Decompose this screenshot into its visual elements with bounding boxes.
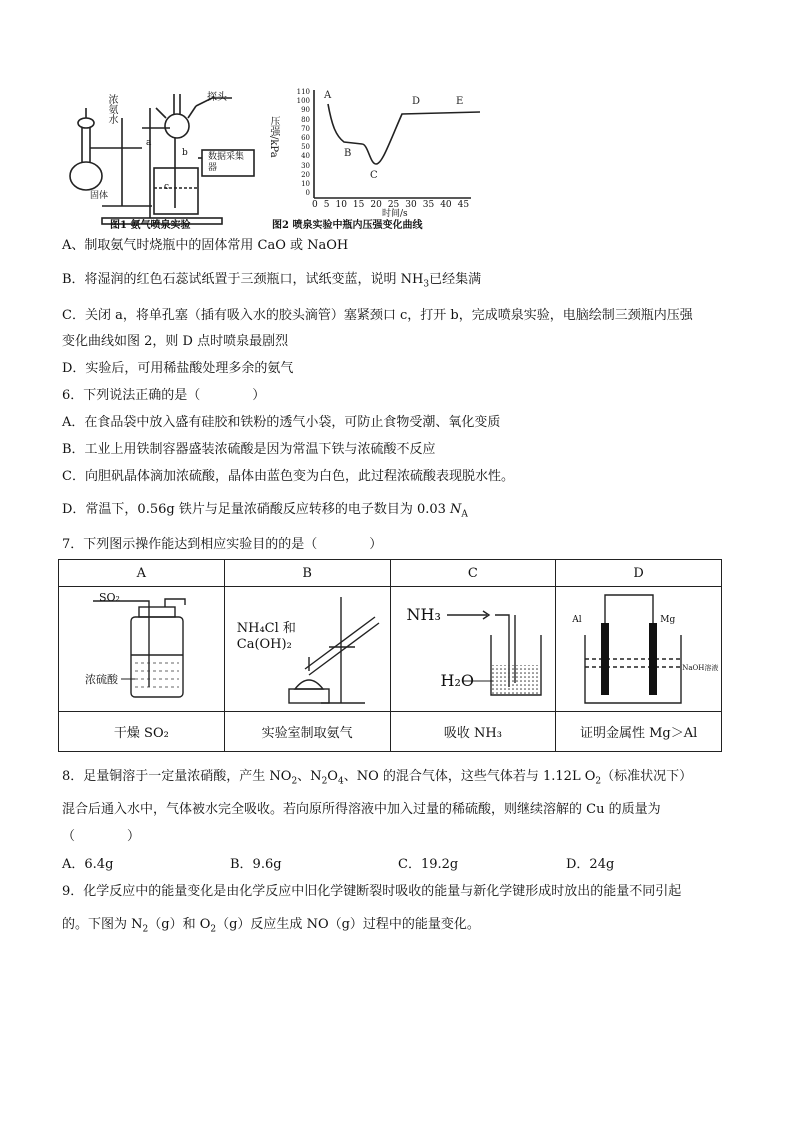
q8-text: 、NO 的混合气体，这些气体若与 1.12L O <box>343 769 596 784</box>
label-nh3: NH₃ <box>406 605 441 624</box>
x-tick: 30 <box>405 200 417 210</box>
y-tick: 110 <box>296 88 310 96</box>
label-nh4cl: NH₄Cl 和 <box>236 621 296 636</box>
q6-d-n: N <box>450 502 462 517</box>
q8-choice-b: B．9.6g <box>230 857 282 872</box>
y-tick: 20 <box>301 170 310 179</box>
figure1-caption: 图1 氨气喷泉实验 <box>110 220 191 231</box>
q5-option-c-line1: C．关闭 a，将单孔塞（插有吸入水的胶头滴管）塞紧颈口 c，打开 b，完成喷泉实验，电脑绘制三颈瓶内压强 <box>62 308 693 323</box>
q9-line1: 9．化学反应中的能量变化是由化学反应中旧化学键断裂时吸收的能量与新化学键形成时放出的能量不同引起 <box>62 884 682 899</box>
electrodes-icon <box>557 587 721 711</box>
q9-text: （g）反应生成 NO（g）过程中的能量变化。 <box>216 917 480 932</box>
q8-choice-d: D．24g <box>566 857 615 872</box>
q6-d-sub: A <box>461 509 468 520</box>
point-a: A <box>324 90 332 101</box>
q7-image-d <box>556 587 722 712</box>
point-e: E <box>456 96 464 107</box>
y-tick: 70 <box>301 124 310 133</box>
y-tick: 0 <box>305 189 310 198</box>
q9-sub: 2 <box>142 924 149 935</box>
q7-stem: 7．下列图示操作能达到相应实验目的的是（ ） <box>62 537 383 552</box>
q8-line1 <box>62 767 692 792</box>
y-axis-label: 压强/kPa <box>268 116 279 158</box>
x-tick: 15 <box>352 200 365 210</box>
q8-sub: 4 <box>337 776 344 787</box>
point-c: C <box>370 170 378 181</box>
y-tick: 80 <box>301 115 310 124</box>
label-probe: 探头 <box>207 92 227 103</box>
y-tick: 10 <box>301 180 310 189</box>
q6-stem: 6．下列说法正确的是（ ） <box>62 388 266 403</box>
q8-choice-c: C．19.2g <box>398 857 459 872</box>
x-tick: 45 <box>457 200 470 210</box>
q7-header-row <box>59 560 722 587</box>
q5-option-c-line2: 变化曲线如图 2，则 D 点时喷泉最剧烈 <box>62 334 289 349</box>
y-tick: 40 <box>301 152 310 161</box>
x-tick: 0 <box>312 200 318 210</box>
label-a: a <box>146 138 152 148</box>
x-tick: 20 <box>370 200 382 210</box>
figure2-pressure-chart <box>266 86 506 232</box>
point-d: D <box>412 96 421 107</box>
q6-d-text: D．常温下，0.56g 铁片与足量浓硝酸反应转移的电子数目为 0.03 <box>62 502 451 517</box>
q8-sub: 2 <box>321 776 328 787</box>
q6-option-d <box>62 500 468 525</box>
q9-text: （g）和 O <box>148 917 211 932</box>
label-b: b <box>182 148 188 158</box>
q6-option-c: C．向胆矾晶体滴加浓硫酸，晶体由蓝色变为白色，此过程浓硫酸表现脱水性。 <box>62 469 514 484</box>
y-tick: 90 <box>301 106 310 115</box>
figure2-caption: 图2 喷泉实验中瓶内压强变化曲线 <box>272 220 423 231</box>
q9-line2 <box>62 915 480 940</box>
q9-sub: 2 <box>210 924 217 935</box>
label-caoh2: Ca(OH)₂ <box>236 637 292 652</box>
q7-header-b: B <box>224 560 390 587</box>
label-h2o: H₂O <box>440 671 474 690</box>
q8-sub: 2 <box>595 776 602 787</box>
q8-sub: 2 <box>291 776 298 787</box>
q8-text: O <box>327 769 338 784</box>
q5-option-a: A、制取氨气时烧瓶中的固体常用 CaO 或 NaOH <box>62 238 349 253</box>
label-naoh: NaOH溶液 <box>682 664 719 672</box>
x-tick: 40 <box>440 200 452 210</box>
q7-image-a <box>59 587 225 712</box>
q7-header-d: D <box>556 560 722 587</box>
label-conc-h2so4: 浓硫酸 <box>85 673 118 686</box>
q8-text: （标准状况下） <box>601 769 693 784</box>
label-so2: SO₂ <box>99 591 120 604</box>
y-ticks <box>288 88 310 198</box>
label-conc-ammonia: 浓氨水 <box>106 94 117 124</box>
figure1-apparatus <box>62 88 262 232</box>
x-tick: 35 <box>422 200 435 210</box>
q8-text: 8．足量铜溶于一定量浓硝酸，产生 NO <box>62 769 292 784</box>
q7-caption-row <box>59 712 722 752</box>
q8-line2: 混合后通入水中，气体被水完全吸收。若向原所得溶液中加入过量的稀硫酸，则继续溶解的 Cu 的质量为 <box>62 802 661 817</box>
q7-header-a: A <box>59 560 225 587</box>
point-b: B <box>344 148 352 159</box>
q5-b-text: B．将湿润的红色石蕊试纸置于三颈瓶口，试纸变蓝，说明 NH <box>62 272 424 287</box>
q5-option-d: D．实验后，可用稀盐酸处理多余的氨气 <box>62 361 294 376</box>
q6-option-b: B．工业上用铁制容器盛装浓硫酸是因为常温下铁与浓硫酸不反应 <box>62 442 436 457</box>
q7-option-table <box>58 559 722 752</box>
label-collector: 数据采集器 <box>208 152 245 173</box>
q5-b-sub: 3 <box>423 279 430 290</box>
y-tick: 60 <box>301 134 310 143</box>
q7-caption-a: 干燥 SO₂ <box>59 712 225 752</box>
q7-header-c: C <box>390 560 556 587</box>
label-solid: 固体 <box>90 191 109 201</box>
q6-option-a: A．在食品袋中放入盛有硅胶和铁粉的透气小袋，可防止食物受潮、氧化变质 <box>62 415 501 430</box>
q9-text: 的。下图为 N <box>62 917 143 932</box>
q8-line3: （ ） <box>62 829 141 844</box>
q8-text: 、N <box>297 769 322 784</box>
x-tick: 5 <box>323 200 330 210</box>
q7-caption-d: 证明金属性 Mg＞Al <box>556 712 722 752</box>
q7-image-row <box>59 587 722 712</box>
y-tick: 30 <box>301 161 310 170</box>
y-tick: 50 <box>301 143 310 152</box>
x-tick: 25 <box>387 200 400 210</box>
label-mg: Mg <box>660 615 676 625</box>
q8-choice-a: A．6.4g <box>62 857 114 872</box>
q7-caption-b: 实验室制取氨气 <box>224 712 390 752</box>
wash-bottle-icon <box>59 587 223 711</box>
y-tick: 100 <box>296 97 310 106</box>
x-axis-label: 时间/s <box>382 209 408 219</box>
q7-image-b <box>224 587 390 712</box>
x-tick: 10 <box>335 200 347 210</box>
q7-image-c <box>390 587 556 712</box>
q5-option-b <box>62 270 481 295</box>
q5-b-text-end: 已经集满 <box>429 272 482 287</box>
q7-caption-c: 吸收 NH₃ <box>390 712 556 752</box>
label-al: Al <box>572 615 582 625</box>
label-c: c <box>164 182 170 192</box>
